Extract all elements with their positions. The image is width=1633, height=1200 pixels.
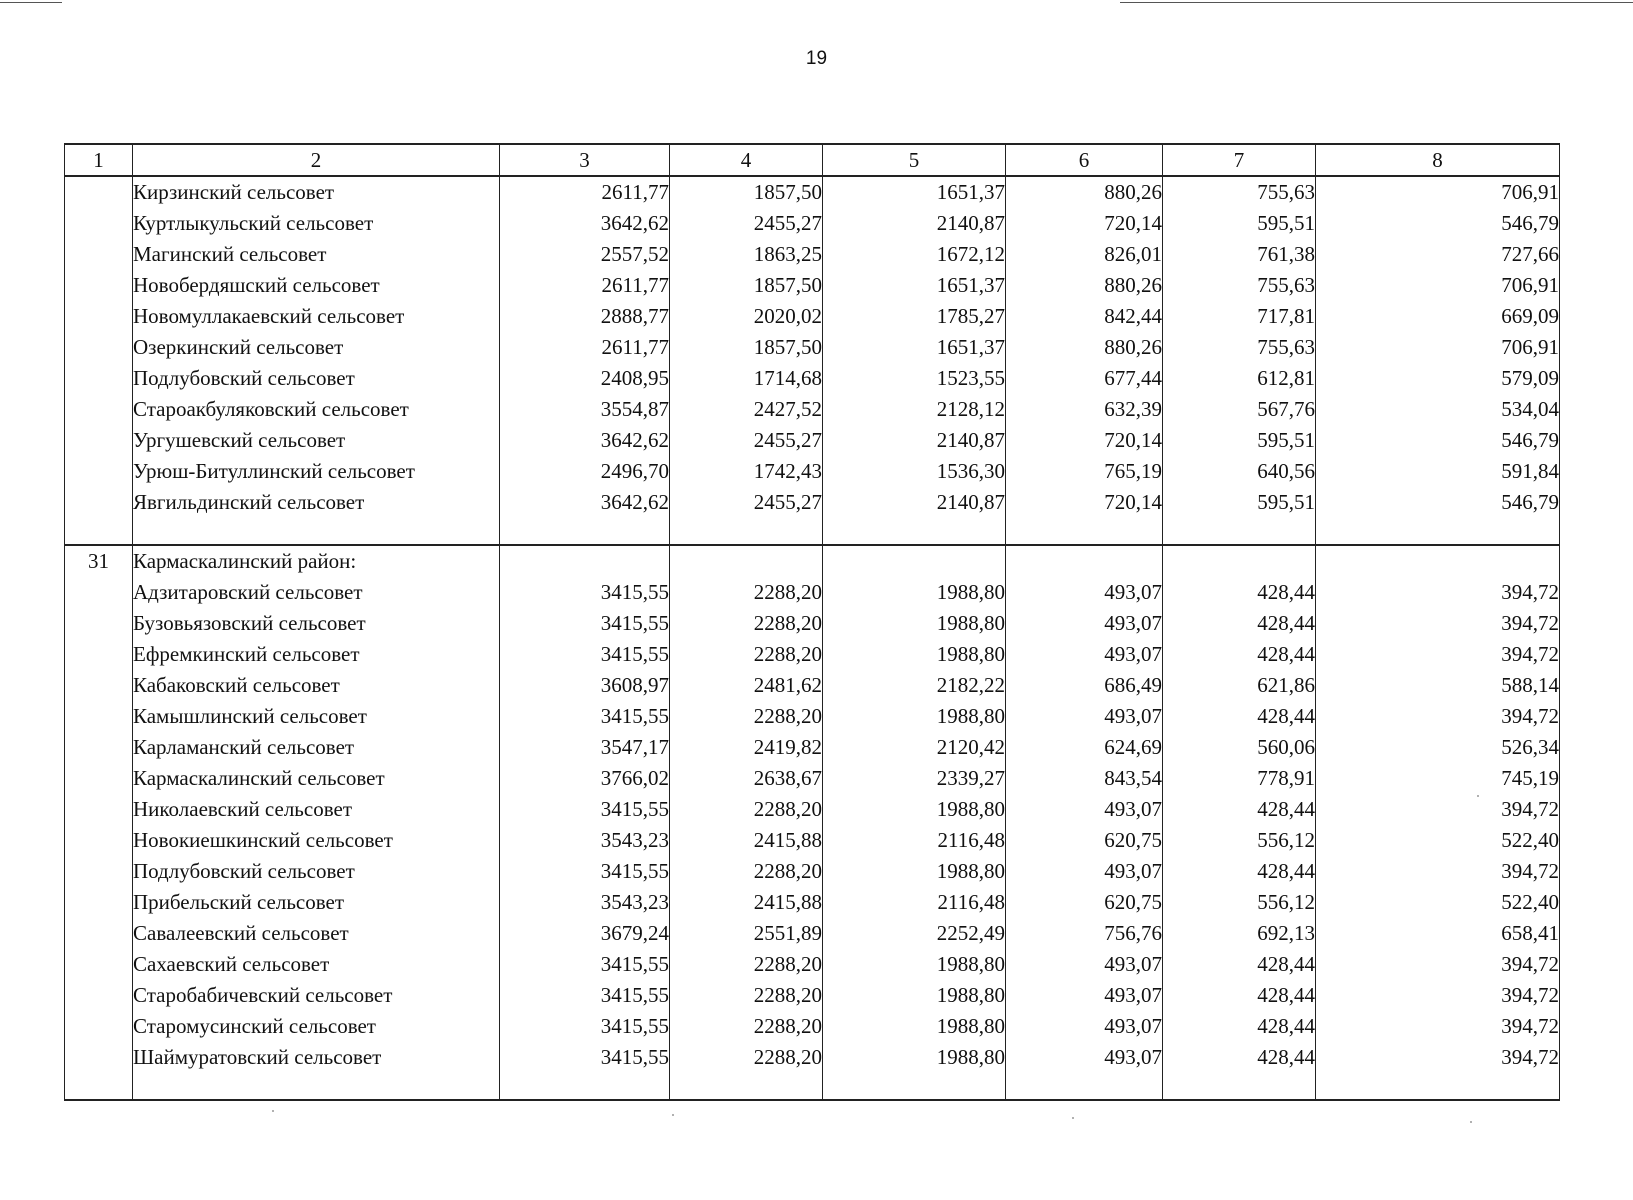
spacer-row xyxy=(65,1073,1560,1100)
scan-speck xyxy=(1477,795,1479,797)
row-value-col-6: 880,26 xyxy=(1006,332,1163,363)
row-value-col-5: 2116,48 xyxy=(823,887,1006,918)
row-value-col-8: 394,72 xyxy=(1316,577,1560,608)
table-row xyxy=(65,363,1560,394)
top-scan-rule-right xyxy=(1120,2,1633,3)
row-value-col-8: 727,66 xyxy=(1316,239,1560,270)
row-value-col-7: 595,51 xyxy=(1163,425,1316,456)
row-value-col-5: 1988,80 xyxy=(823,701,1006,732)
table-row xyxy=(65,608,1560,639)
spacer-row xyxy=(65,518,1560,545)
row-value-col-4: 2455,27 xyxy=(670,208,823,239)
row-value-col-8: 394,72 xyxy=(1316,608,1560,639)
row-value-col-8: 546,79 xyxy=(1316,425,1560,456)
row-index xyxy=(65,270,133,301)
row-index xyxy=(65,1011,133,1042)
row-value-col-8: 546,79 xyxy=(1316,208,1560,239)
row-value-col-7: 556,12 xyxy=(1163,887,1316,918)
scan-speck xyxy=(672,1114,674,1116)
row-value-col-5: 1988,80 xyxy=(823,1011,1006,1042)
row-value-col-4: 1863,25 xyxy=(670,239,823,270)
row-index xyxy=(65,701,133,732)
row-value-col-8: 394,72 xyxy=(1316,856,1560,887)
row-index xyxy=(65,918,133,949)
row-value-col-7: 560,06 xyxy=(1163,732,1316,763)
row-index xyxy=(65,794,133,825)
row-index xyxy=(65,577,133,608)
row-name: Куртлыкульский сельсовет xyxy=(133,208,500,239)
row-value-col-5: 1988,80 xyxy=(823,949,1006,980)
row-index xyxy=(65,887,133,918)
row-name: Новокиешкинский сельсовет xyxy=(133,825,500,856)
spacer-cell xyxy=(823,518,1006,545)
row-value-col-7: 428,44 xyxy=(1163,608,1316,639)
spacer-cell xyxy=(823,1073,1006,1100)
row-value-col-5: 1651,37 xyxy=(823,176,1006,208)
row-value-col-3: 2496,70 xyxy=(500,456,670,487)
row-value-col-4: 2288,20 xyxy=(670,577,823,608)
table-row xyxy=(65,394,1560,425)
row-value-col-4: 2288,20 xyxy=(670,1042,823,1073)
row-value-col-7: 428,44 xyxy=(1163,1011,1316,1042)
row-value-col-8: 706,91 xyxy=(1316,270,1560,301)
row-value-col-6: 620,75 xyxy=(1006,887,1163,918)
row-name: Ургушевский сельсовет xyxy=(133,425,500,456)
row-value-col-6: 720,14 xyxy=(1006,487,1163,518)
row-value-col-6: 826,01 xyxy=(1006,239,1163,270)
row-value-col-5: 1523,55 xyxy=(823,363,1006,394)
row-value-col-5: 1651,37 xyxy=(823,332,1006,363)
row-value-col-4: 1742,43 xyxy=(670,456,823,487)
row-value-col-7: 755,63 xyxy=(1163,332,1316,363)
row-index xyxy=(65,639,133,670)
row-name: Урюш-Битуллинский сельсовет xyxy=(133,456,500,487)
scan-speck xyxy=(1470,1121,1472,1123)
row-value-col-6: 880,26 xyxy=(1006,270,1163,301)
row-value-col-6: 493,07 xyxy=(1006,577,1163,608)
row-value-col-6: 493,07 xyxy=(1006,949,1163,980)
row-name: Подлубовский сельсовет xyxy=(133,856,500,887)
row-name: Сахаевский сельсовет xyxy=(133,949,500,980)
spacer-cell xyxy=(133,1073,500,1100)
header-col-1: 1 xyxy=(65,144,133,176)
row-value-col-4: 2419,82 xyxy=(670,732,823,763)
spacer-cell xyxy=(1163,518,1316,545)
empty-cell xyxy=(500,545,670,577)
row-value-col-3: 2557,52 xyxy=(500,239,670,270)
row-value-col-6: 624,69 xyxy=(1006,732,1163,763)
table-row xyxy=(65,577,1560,608)
row-value-col-6: 493,07 xyxy=(1006,639,1163,670)
table-row xyxy=(65,332,1560,363)
row-value-col-7: 755,63 xyxy=(1163,270,1316,301)
row-index xyxy=(65,949,133,980)
row-value-col-8: 546,79 xyxy=(1316,487,1560,518)
row-value-col-4: 2020,02 xyxy=(670,301,823,332)
row-value-col-4: 2638,67 xyxy=(670,763,823,794)
row-value-col-4: 2481,62 xyxy=(670,670,823,701)
table-row xyxy=(65,887,1560,918)
row-value-col-5: 1988,80 xyxy=(823,856,1006,887)
row-value-col-5: 2252,49 xyxy=(823,918,1006,949)
row-name: Бузовьязовский сельсовет xyxy=(133,608,500,639)
row-value-col-5: 1651,37 xyxy=(823,270,1006,301)
row-index xyxy=(65,1042,133,1073)
row-value-col-7: 595,51 xyxy=(1163,208,1316,239)
row-value-col-3: 3415,55 xyxy=(500,856,670,887)
row-value-col-5: 2140,87 xyxy=(823,487,1006,518)
table-row xyxy=(65,825,1560,856)
row-name: Магинский сельсовет xyxy=(133,239,500,270)
row-name: Шаймуратовский сельсовет xyxy=(133,1042,500,1073)
row-value-col-5: 2120,42 xyxy=(823,732,1006,763)
row-index xyxy=(65,763,133,794)
row-index xyxy=(65,608,133,639)
row-value-col-3: 3642,62 xyxy=(500,425,670,456)
table-row xyxy=(65,239,1560,270)
section-heading: Кармаскалинский район: xyxy=(133,545,500,577)
row-value-col-3: 3642,62 xyxy=(500,487,670,518)
page-number: 19 xyxy=(805,48,828,69)
table-row xyxy=(65,949,1560,980)
row-index xyxy=(65,363,133,394)
row-value-col-3: 2611,77 xyxy=(500,332,670,363)
row-value-col-4: 1857,50 xyxy=(670,270,823,301)
row-value-col-5: 1672,12 xyxy=(823,239,1006,270)
row-name: Старомусинский сельсовет xyxy=(133,1011,500,1042)
table-row xyxy=(65,176,1560,208)
empty-cell xyxy=(823,545,1006,577)
header-col-5: 5 xyxy=(823,144,1006,176)
row-value-col-6: 493,07 xyxy=(1006,701,1163,732)
row-value-col-7: 595,51 xyxy=(1163,487,1316,518)
row-value-col-7: 428,44 xyxy=(1163,856,1316,887)
row-value-col-7: 428,44 xyxy=(1163,794,1316,825)
row-name: Явгильдинский сельсовет xyxy=(133,487,500,518)
spacer-cell xyxy=(1163,1073,1316,1100)
row-value-col-8: 394,72 xyxy=(1316,1011,1560,1042)
row-value-col-7: 428,44 xyxy=(1163,577,1316,608)
header-row xyxy=(65,144,1560,176)
row-name: Николаевский сельсовет xyxy=(133,794,500,825)
row-value-col-7: 761,38 xyxy=(1163,239,1316,270)
data-table xyxy=(64,143,1560,1101)
row-value-col-5: 2182,22 xyxy=(823,670,1006,701)
table-row xyxy=(65,487,1560,518)
row-value-col-3: 3679,24 xyxy=(500,918,670,949)
table-row xyxy=(65,425,1560,456)
row-index xyxy=(65,825,133,856)
row-name: Ефремкинский сельсовет xyxy=(133,639,500,670)
spacer-cell xyxy=(1316,518,1560,545)
row-name: Старобабичевский сельсовет xyxy=(133,980,500,1011)
row-value-col-6: 843,54 xyxy=(1006,763,1163,794)
row-value-col-4: 2427,52 xyxy=(670,394,823,425)
row-value-col-6: 493,07 xyxy=(1006,856,1163,887)
table-row xyxy=(65,918,1560,949)
row-index xyxy=(65,456,133,487)
row-value-col-7: 428,44 xyxy=(1163,1042,1316,1073)
table-row xyxy=(65,701,1560,732)
row-value-col-8: 526,34 xyxy=(1316,732,1560,763)
row-value-col-8: 579,09 xyxy=(1316,363,1560,394)
table-row xyxy=(65,980,1560,1011)
spacer-cell xyxy=(133,518,500,545)
row-value-col-3: 3766,02 xyxy=(500,763,670,794)
row-value-col-8: 522,40 xyxy=(1316,887,1560,918)
row-value-col-4: 2288,20 xyxy=(670,1011,823,1042)
table-row xyxy=(65,270,1560,301)
row-value-col-8: 588,14 xyxy=(1316,670,1560,701)
row-value-col-8: 394,72 xyxy=(1316,639,1560,670)
header-col-8: 8 xyxy=(1316,144,1560,176)
table-row xyxy=(65,639,1560,670)
spacer-cell xyxy=(500,518,670,545)
row-index xyxy=(65,332,133,363)
row-name: Адзитаровский сельсовет xyxy=(133,577,500,608)
table-row xyxy=(65,856,1560,887)
row-value-col-3: 3547,17 xyxy=(500,732,670,763)
row-index xyxy=(65,425,133,456)
row-name: Новобердяшский сельсовет xyxy=(133,270,500,301)
row-value-col-7: 612,81 xyxy=(1163,363,1316,394)
row-index xyxy=(65,487,133,518)
empty-cell xyxy=(1006,545,1163,577)
spacer-cell xyxy=(1006,518,1163,545)
row-name: Карламанский сельсовет xyxy=(133,732,500,763)
row-value-col-5: 1988,80 xyxy=(823,639,1006,670)
row-value-col-4: 1857,50 xyxy=(670,332,823,363)
header-col-2: 2 xyxy=(133,144,500,176)
scan-speck xyxy=(1072,1117,1074,1119)
row-value-col-7: 428,44 xyxy=(1163,980,1316,1011)
row-value-col-3: 3415,55 xyxy=(500,701,670,732)
row-value-col-7: 567,76 xyxy=(1163,394,1316,425)
row-value-col-8: 394,72 xyxy=(1316,980,1560,1011)
table-row xyxy=(65,1042,1560,1073)
row-value-col-3: 2888,77 xyxy=(500,301,670,332)
row-value-col-7: 428,44 xyxy=(1163,949,1316,980)
header-col-7: 7 xyxy=(1163,144,1316,176)
table-row xyxy=(65,301,1560,332)
row-value-col-5: 2128,12 xyxy=(823,394,1006,425)
row-value-col-3: 3415,55 xyxy=(500,980,670,1011)
row-value-col-6: 620,75 xyxy=(1006,825,1163,856)
table-row xyxy=(65,732,1560,763)
row-value-col-6: 632,39 xyxy=(1006,394,1163,425)
row-value-col-7: 428,44 xyxy=(1163,701,1316,732)
row-value-col-8: 394,72 xyxy=(1316,701,1560,732)
row-name: Камышлинский сельсовет xyxy=(133,701,500,732)
row-index xyxy=(65,208,133,239)
row-value-col-4: 2288,20 xyxy=(670,949,823,980)
row-value-col-5: 1988,80 xyxy=(823,794,1006,825)
header-col-6: 6 xyxy=(1006,144,1163,176)
row-value-col-6: 493,07 xyxy=(1006,1011,1163,1042)
row-value-col-6: 493,07 xyxy=(1006,980,1163,1011)
row-value-col-5: 2140,87 xyxy=(823,425,1006,456)
row-value-col-7: 640,56 xyxy=(1163,456,1316,487)
table-row xyxy=(65,763,1560,794)
row-value-col-3: 2611,77 xyxy=(500,176,670,208)
spacer-cell xyxy=(500,1073,670,1100)
row-name: Подлубовский сельсовет xyxy=(133,363,500,394)
row-value-col-4: 2288,20 xyxy=(670,701,823,732)
row-value-col-4: 1857,50 xyxy=(670,176,823,208)
row-value-col-6: 765,19 xyxy=(1006,456,1163,487)
row-value-col-3: 3415,55 xyxy=(500,794,670,825)
row-name: Кармаскалинский сельсовет xyxy=(133,763,500,794)
row-value-col-6: 493,07 xyxy=(1006,1042,1163,1073)
row-value-col-4: 2288,20 xyxy=(670,856,823,887)
row-value-col-5: 2116,48 xyxy=(823,825,1006,856)
table-row xyxy=(65,794,1560,825)
row-value-col-8: 534,04 xyxy=(1316,394,1560,425)
row-name: Новомуллакаевский сельсовет xyxy=(133,301,500,332)
row-value-col-3: 3415,55 xyxy=(500,1011,670,1042)
row-index xyxy=(65,239,133,270)
header-col-3: 3 xyxy=(500,144,670,176)
spacer-cell xyxy=(670,1073,823,1100)
section-heading-row xyxy=(65,545,1560,577)
spacer-cell xyxy=(670,518,823,545)
row-value-col-4: 2415,88 xyxy=(670,825,823,856)
table-body xyxy=(65,176,1560,1100)
row-value-col-6: 720,14 xyxy=(1006,425,1163,456)
row-value-col-8: 394,72 xyxy=(1316,949,1560,980)
section-index: 31 xyxy=(65,545,133,577)
row-value-col-8: 591,84 xyxy=(1316,456,1560,487)
row-index xyxy=(65,670,133,701)
row-value-col-3: 3543,23 xyxy=(500,825,670,856)
row-value-col-3: 3642,62 xyxy=(500,208,670,239)
row-value-col-5: 1988,80 xyxy=(823,577,1006,608)
row-value-col-6: 720,14 xyxy=(1006,208,1163,239)
row-value-col-4: 2455,27 xyxy=(670,487,823,518)
row-value-col-7: 717,81 xyxy=(1163,301,1316,332)
row-value-col-4: 2415,88 xyxy=(670,887,823,918)
row-index xyxy=(65,301,133,332)
row-value-col-6: 493,07 xyxy=(1006,794,1163,825)
row-value-col-3: 3415,55 xyxy=(500,639,670,670)
row-name: Озеркинский сельсовет xyxy=(133,332,500,363)
top-scan-rule-left xyxy=(0,2,62,3)
row-value-col-7: 428,44 xyxy=(1163,639,1316,670)
row-value-col-6: 677,44 xyxy=(1006,363,1163,394)
empty-cell xyxy=(1316,545,1560,577)
header-col-4: 4 xyxy=(670,144,823,176)
row-value-col-5: 1988,80 xyxy=(823,1042,1006,1073)
row-value-col-8: 706,91 xyxy=(1316,176,1560,208)
row-value-col-3: 3554,87 xyxy=(500,394,670,425)
row-value-col-8: 669,09 xyxy=(1316,301,1560,332)
row-value-col-6: 493,07 xyxy=(1006,608,1163,639)
spacer-cell xyxy=(1316,1073,1560,1100)
row-value-col-4: 2288,20 xyxy=(670,794,823,825)
row-name: Прибельский сельсовет xyxy=(133,887,500,918)
row-value-col-3: 3415,55 xyxy=(500,949,670,980)
row-name: Кабаковский сельсовет xyxy=(133,670,500,701)
table-row xyxy=(65,670,1560,701)
empty-cell xyxy=(670,545,823,577)
row-value-col-3: 3543,23 xyxy=(500,887,670,918)
row-value-col-7: 556,12 xyxy=(1163,825,1316,856)
row-value-col-3: 3415,55 xyxy=(500,608,670,639)
row-value-col-8: 394,72 xyxy=(1316,1042,1560,1073)
row-value-col-3: 3415,55 xyxy=(500,577,670,608)
row-name: Кирзинский сельсовет xyxy=(133,176,500,208)
row-value-col-4: 2551,89 xyxy=(670,918,823,949)
row-value-col-6: 880,26 xyxy=(1006,176,1163,208)
row-value-col-4: 1714,68 xyxy=(670,363,823,394)
row-index xyxy=(65,394,133,425)
row-value-col-5: 1988,80 xyxy=(823,980,1006,1011)
row-value-col-3: 2408,95 xyxy=(500,363,670,394)
row-value-col-7: 778,91 xyxy=(1163,763,1316,794)
row-name: Староакбуляковский сельсовет xyxy=(133,394,500,425)
row-value-col-4: 2288,20 xyxy=(670,608,823,639)
table-row xyxy=(65,456,1560,487)
table-row xyxy=(65,1011,1560,1042)
row-value-col-5: 1988,80 xyxy=(823,608,1006,639)
spacer-cell xyxy=(65,1073,133,1100)
row-value-col-8: 658,41 xyxy=(1316,918,1560,949)
row-value-col-3: 3608,97 xyxy=(500,670,670,701)
row-value-col-5: 1536,30 xyxy=(823,456,1006,487)
empty-cell xyxy=(1163,545,1316,577)
row-value-col-4: 2288,20 xyxy=(670,639,823,670)
row-value-col-6: 686,49 xyxy=(1006,670,1163,701)
row-value-col-6: 756,76 xyxy=(1006,918,1163,949)
row-value-col-4: 2288,20 xyxy=(670,980,823,1011)
spacer-cell xyxy=(65,518,133,545)
row-value-col-5: 2339,27 xyxy=(823,763,1006,794)
row-value-col-8: 394,72 xyxy=(1316,794,1560,825)
spacer-cell xyxy=(1006,1073,1163,1100)
row-value-col-5: 2140,87 xyxy=(823,208,1006,239)
row-value-col-3: 2611,77 xyxy=(500,270,670,301)
row-index xyxy=(65,732,133,763)
row-value-col-7: 755,63 xyxy=(1163,176,1316,208)
row-value-col-8: 522,40 xyxy=(1316,825,1560,856)
row-value-col-5: 1785,27 xyxy=(823,301,1006,332)
row-index xyxy=(65,176,133,208)
scan-speck xyxy=(272,1110,274,1112)
row-value-col-8: 745,19 xyxy=(1316,763,1560,794)
row-value-col-7: 692,13 xyxy=(1163,918,1316,949)
row-value-col-7: 621,86 xyxy=(1163,670,1316,701)
row-name: Савалеевский сельсовет xyxy=(133,918,500,949)
row-value-col-4: 2455,27 xyxy=(670,425,823,456)
row-value-col-3: 3415,55 xyxy=(500,1042,670,1073)
row-value-col-6: 842,44 xyxy=(1006,301,1163,332)
row-index xyxy=(65,856,133,887)
row-value-col-8: 706,91 xyxy=(1316,332,1560,363)
table-row xyxy=(65,208,1560,239)
row-index xyxy=(65,980,133,1011)
